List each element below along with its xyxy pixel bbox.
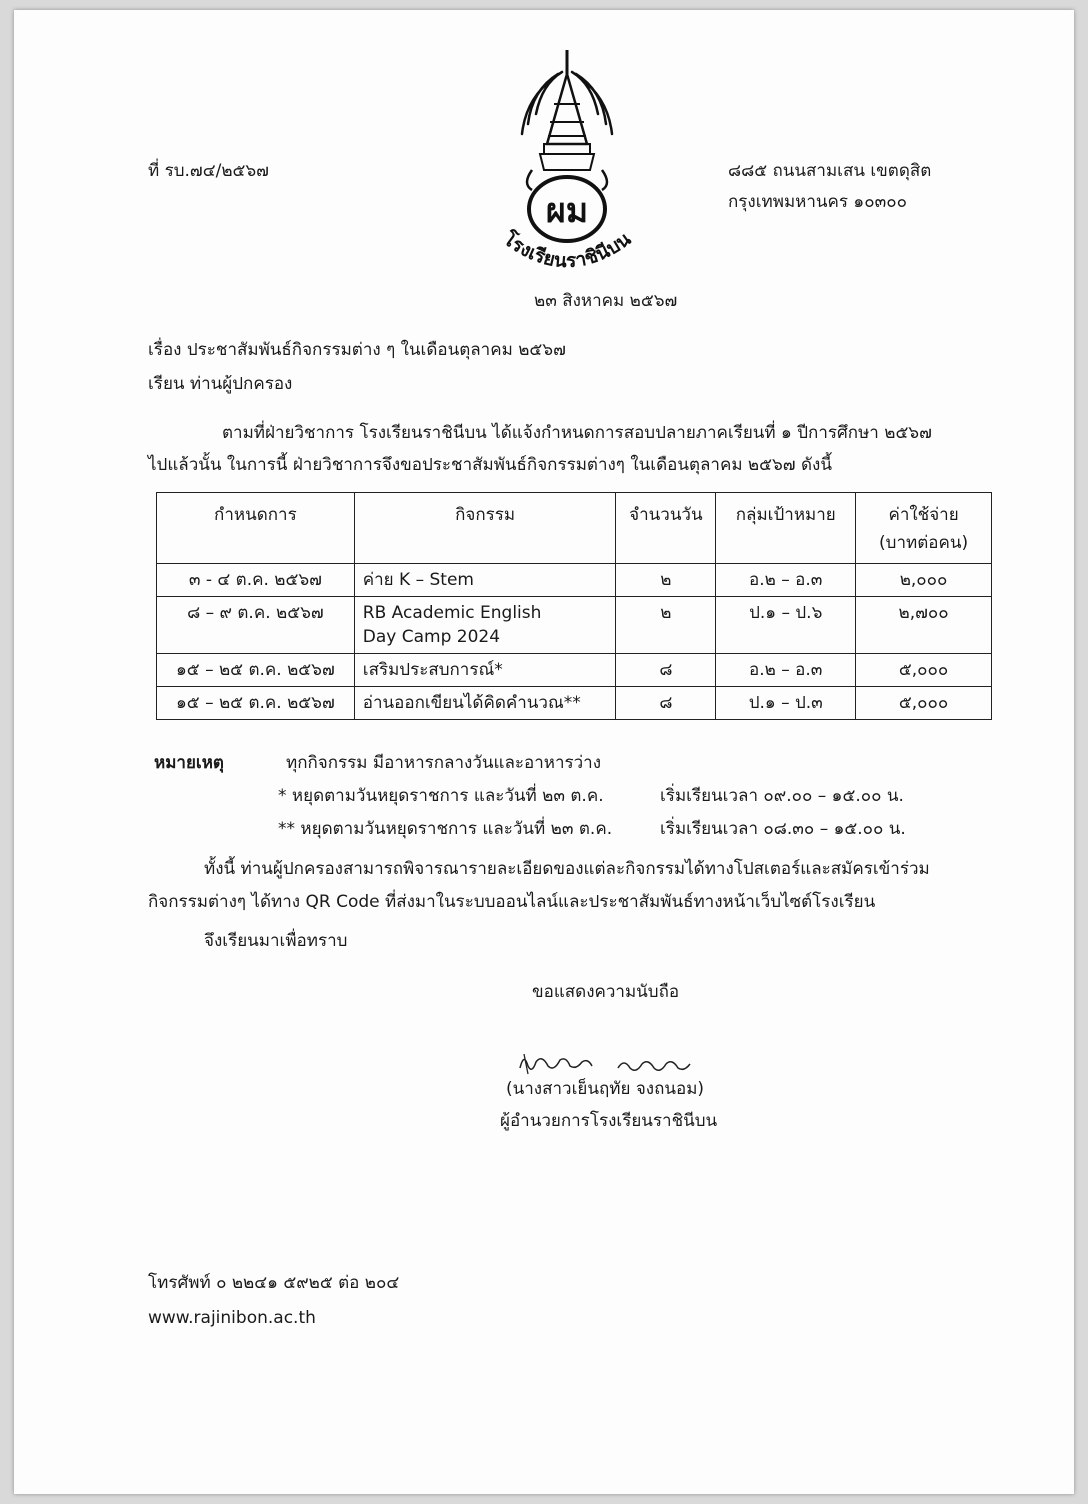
header-schedule: กำหนดการ — [157, 493, 355, 564]
cell-days: ๒ — [616, 564, 716, 597]
notes-line-1: ทุกกิจกรรม มีอาหารกลางวันและอาหารว่าง — [286, 753, 602, 773]
table-row — [157, 597, 992, 654]
table-row — [157, 654, 992, 687]
notes-line-3-left: ** หยุดตามวันหยุดราชการ และวันที่ ๒๓ ต.ค. — [278, 819, 613, 839]
recipient-line: เรียน ท่านผู้ปกครอง — [148, 374, 293, 394]
cell-schedule: ๑๕ – ๒๕ ต.ค. ๒๕๖๗ — [157, 654, 355, 687]
header-cost — [856, 493, 992, 564]
subject-line: เรื่อง ประชาสัมพันธ์กิจกรรมต่าง ๆ ในเดือนตุลาคม ๒๕๖๗ — [148, 340, 566, 360]
notes-line-2-right: เริ่มเรียนเวลา ๐๙.๐๐ – ๑๕.๐๐ น. — [660, 786, 904, 806]
header-activity: กิจกรรม — [354, 493, 616, 564]
table-row — [157, 687, 992, 720]
table-header-row — [157, 493, 992, 564]
paragraph-1-line-1: ตามที่ฝ่ายวิชาการ โรงเรียนราชินีบน ได้แจ้งกำหนดการสอบปลายภาคเรียนที่ ๑ ปีการศึกษา ๒๕๖๗ — [222, 423, 932, 443]
header-cost-line-1: ค่าใช้จ่าย — [888, 505, 959, 525]
table-row — [157, 564, 992, 597]
cell-schedule: ๓ - ๔ ต.ค. ๒๕๖๗ — [157, 564, 355, 597]
cell-cost: ๕,๐๐๐ — [856, 687, 992, 720]
signatory-position: ผู้อำนวยการโรงเรียนราชินีบน — [500, 1111, 718, 1131]
svg-text:โรงเรียนราชินีบน — [498, 227, 635, 273]
header-days: จำนวนวัน — [616, 493, 716, 564]
svg-text:ผม: ผม — [545, 191, 589, 231]
notes-label: หมายเหตุ — [154, 753, 224, 773]
cell-target: อ.๒ – อ.๓ — [716, 654, 856, 687]
cell-days: ๘ — [616, 687, 716, 720]
cell-schedule: ๑๕ – ๒๕ ต.ค. ๒๕๖๗ — [157, 687, 355, 720]
cell-cost: ๒,๐๐๐ — [856, 564, 992, 597]
cell-days: ๒ — [616, 597, 716, 654]
cell-schedule: ๘ – ๙ ต.ค. ๒๕๖๗ — [157, 597, 355, 654]
reference-number: ที่ รบ.๗๔/๒๕๖๗ — [148, 161, 269, 181]
paragraph-1-line-2: ไปแล้วนั้น ในการนี้ ฝ่ายวิชาการจึงขอประชาสัมพันธ์กิจกรรมต่างๆ ในเดือนตุลาคม ๒๕๖๗ ดังนี้ — [148, 455, 832, 475]
notes-line-2-left: * หยุดตามวันหยุดราชการ และวันที่ ๒๓ ต.ค. — [278, 786, 604, 806]
letter-date: ๒๓ สิงหาคม ๒๕๖๗ — [534, 291, 678, 311]
cell-cost: ๕,๐๐๐ — [856, 654, 992, 687]
header-cost-line-2: (บาทต่อคน) — [879, 533, 969, 553]
cell-target: อ.๒ – อ.๓ — [716, 564, 856, 597]
header-target: กลุ่มเป้าหมาย — [716, 493, 856, 564]
letter-page — [14, 10, 1074, 1494]
footer-phone: โทรศัพท์ ๐ ๒๒๔๑ ๕๙๒๕ ต่อ ๒๐๔ — [148, 1273, 400, 1293]
cell-activity: เสริมประสบการณ์* — [354, 654, 616, 687]
cell-activity-line-2: Day Camp 2024 — [362, 627, 501, 647]
cell-target: ป.๑ – ป.๖ — [716, 597, 856, 654]
cell-activity: อ่านออกเขียนได้คิดคำนวณ** — [354, 687, 616, 720]
cell-activity — [354, 597, 616, 654]
cell-cost: ๒,๗๐๐ — [856, 597, 992, 654]
logo-school-name: โรงเรียนราชินีบน — [499, 227, 635, 273]
cell-days: ๘ — [616, 654, 716, 687]
address-line-2: กรุงเทพมหานคร ๑๐๓๐๐ — [728, 192, 907, 212]
address-line-1: ๘๘๕ ถนนสามเสน เขตดุสิต — [728, 161, 932, 181]
signatory-name: (นางสาวเย็นฤทัย จงถนอม) — [506, 1079, 705, 1099]
cell-target: ป.๑ – ป.๓ — [716, 687, 856, 720]
paragraph-2-line-2: กิจกรรมต่างๆ ได้ทาง QR Code ที่ส่งมาในระบบออนไลน์และประชาสัมพันธ์ทางหน้าเว็บไซต์โรงเรียน — [148, 892, 876, 912]
cell-activity-line-1: RB Academic English — [362, 603, 542, 623]
cell-activity: ค่าย K – Stem — [354, 564, 616, 597]
school-logo-icon — [492, 44, 642, 284]
regards-line: ขอแสดงความนับถือ — [532, 982, 680, 1002]
notes-line-3-right: เริ่มเรียนเวลา ๐๘.๓๐ – ๑๕.๐๐ น. — [660, 819, 906, 839]
paragraph-2-line-1: ทั้งนี้ ท่านผู้ปกครองสามารถพิจารณารายละเอียดของแต่ละกิจกรรมได้ทางโปสเตอร์และสมัครเข้าร่วม — [204, 859, 930, 879]
footer-website: www.rajinibon.ac.th — [148, 1308, 316, 1328]
inform-line: จึงเรียนมาเพื่อทราบ — [204, 931, 348, 951]
activity-table — [156, 492, 992, 720]
